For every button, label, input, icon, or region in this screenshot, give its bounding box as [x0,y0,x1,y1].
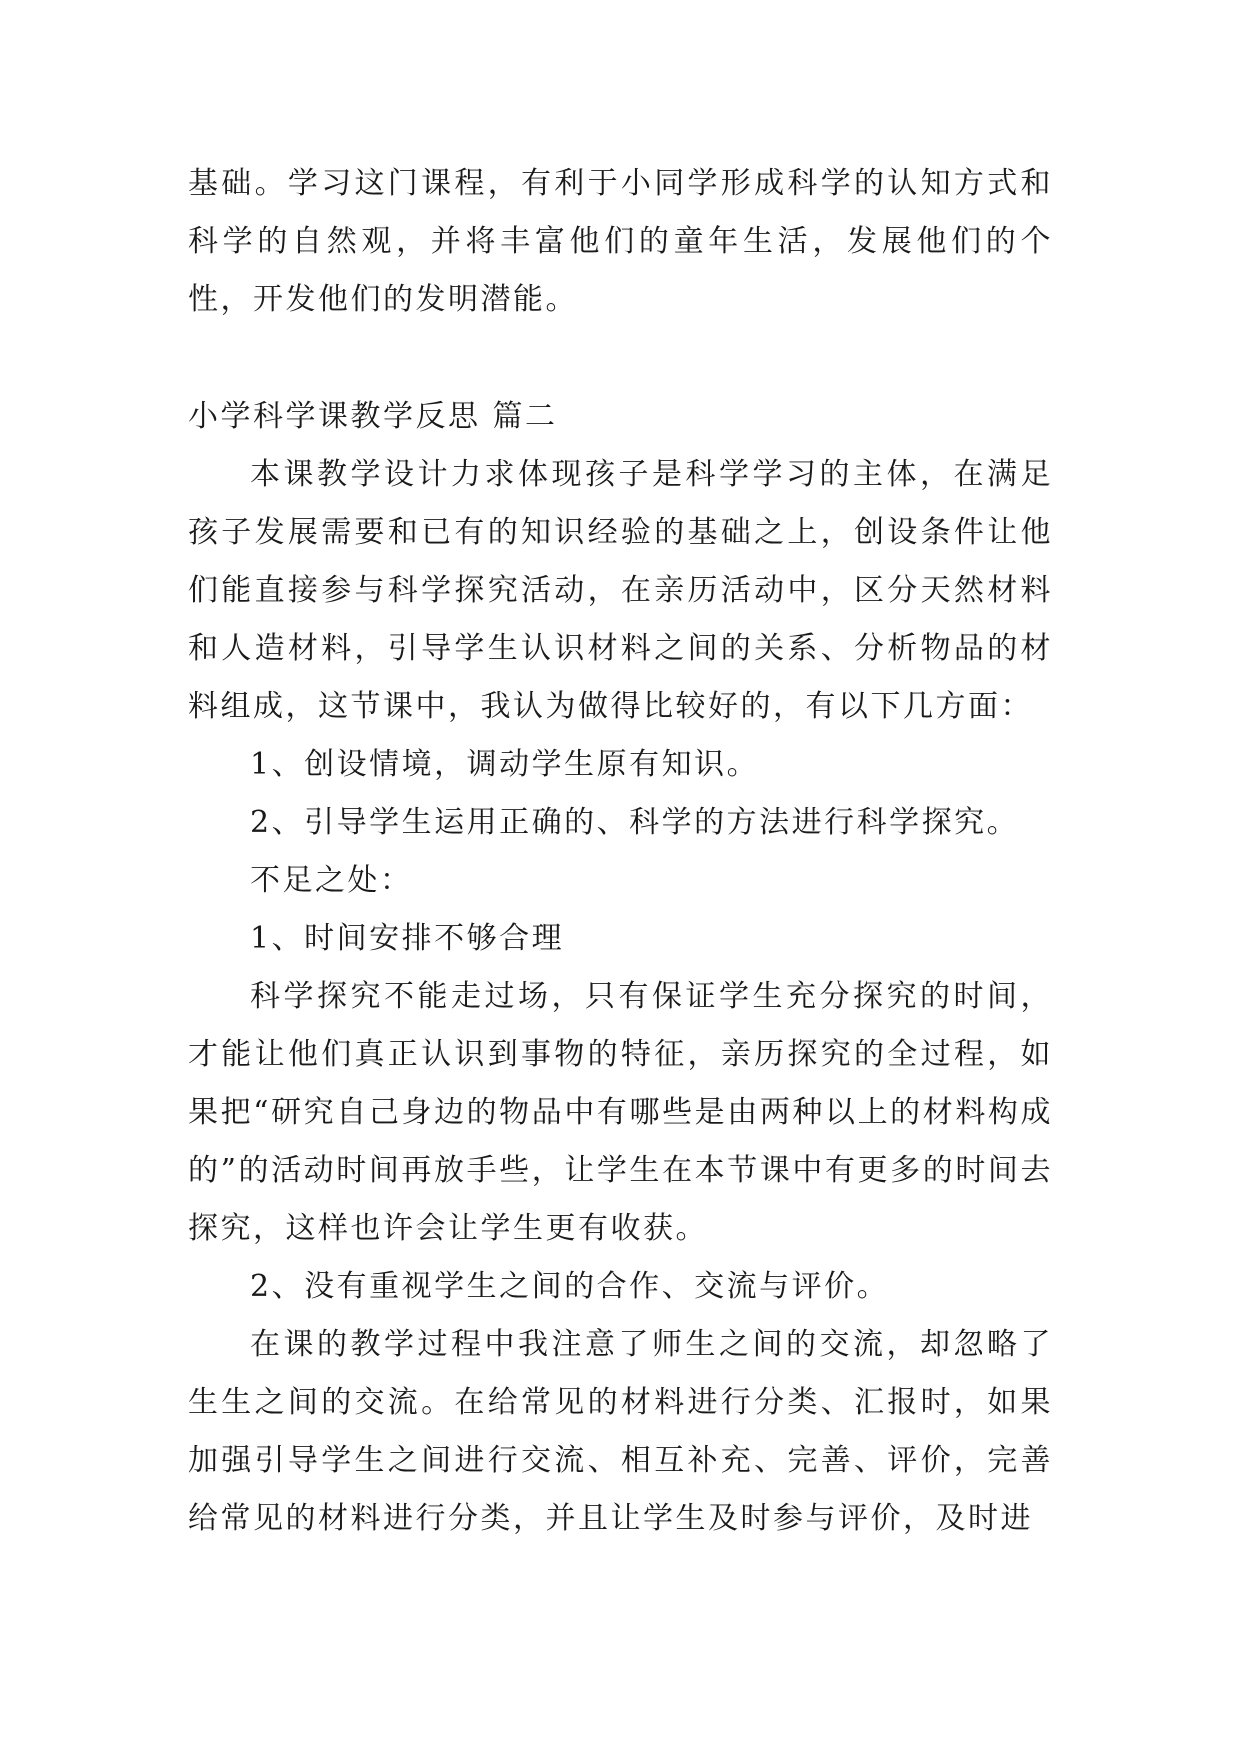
subheading: 不足之处： [250,863,413,898]
paragraph: 科学探究不能走过场，只有保证学生充分探究的时间，才能让他们真正认识到事物的特征，亲历探究的全过程，如果把“研究自己身边的物品中有哪些是由两种以上的材料构成的”的活动时间再放手些，让学生在本节课中有更多的时间去探究，这样也许会让学生更有收获。 [188,979,1053,1246]
list-item: 1、创设情境，调动学生原有知识。 [250,747,760,782]
list-item: 2、没有重视学生之间的合作、交流与评价。 [250,1269,890,1304]
list-item: 2、引导学生运用正确的、科学的方法进行科学探究。 [250,805,1020,840]
section-title: 小学科学课教学反思 篇二 [188,399,558,434]
list-item: 1、时间安排不够合理 [250,921,565,956]
intro-paragraph: 基础。学习这门课程，有利于小同学形成科学的认知方式和科学的自然观，并将丰富他们的童年生活，发展他们的个性，开发他们的发明潜能。 [188,166,1053,317]
section-body [188,388,1053,1548]
paragraph: 本课教学设计力求体现孩子是科学学习的主体，在满足孩子发展需要和已有的知识经验的基础之上，创设条件让他们能直接参与科学探究活动，在亲历活动中，区分天然材料和人造材料，引导学生认识材料之间的关系、分析物品的材料组成，这节课中，我认为做得比较好的，有以下几方面： [188,457,1053,724]
paragraph: 在课的教学过程中我注意了师生之间的交流，却忽略了生生之间的交流。在给常见的材料进行分类、汇报时，如果加强引导学生之间进行交流、相互补充、完善、评价，完善给常见的材料进行分类，并且让学生及时参与评价，及时进 [188,1327,1053,1536]
